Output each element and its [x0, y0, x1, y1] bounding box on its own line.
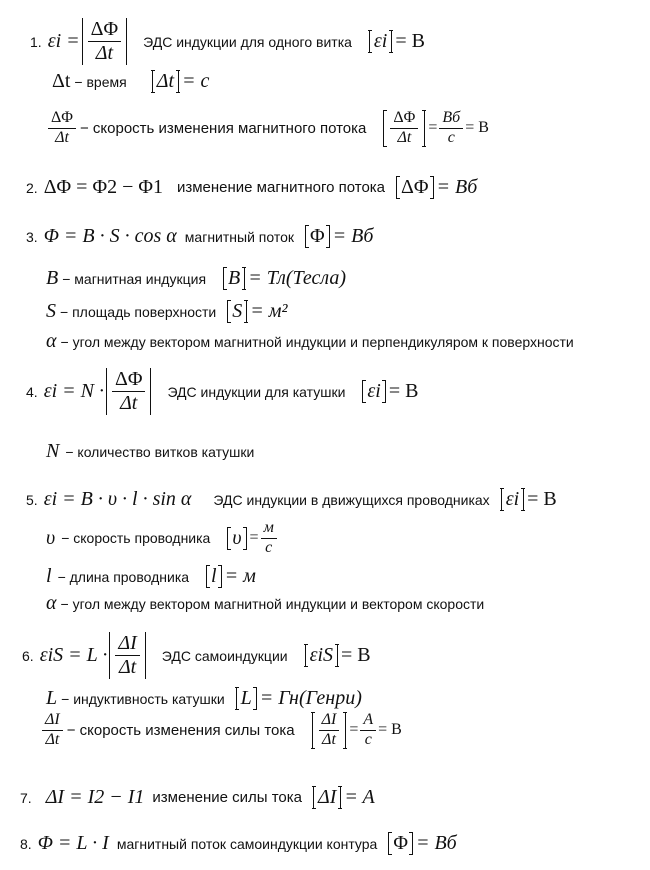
symbol-description: − время [74, 73, 127, 90]
formula-lhs: εi = [47, 30, 80, 52]
var-v: υ − скорость проводника υ = $\frac{м}{с}$ [46, 520, 279, 557]
var-alpha: α − угол между вектором магнитной индукции и перпендикуляром к поверхности [46, 330, 574, 352]
formula-description: магнитный поток [184, 228, 295, 245]
unit-bracket: $\frac{\Delta\Phi}{\Delta t}$ [383, 110, 425, 147]
unit-bracket: εi [362, 380, 385, 403]
frac-numerator: ΔΦ [88, 19, 121, 42]
unit-bracket: εiS [305, 644, 338, 667]
abs-value: $\frac{\Delta I}{\Delta t}$ [109, 632, 145, 679]
formula-description: изменение магнитного потока [176, 179, 386, 196]
formula: Φ = L · I [37, 832, 109, 854]
unit-bracket: l [206, 565, 222, 588]
unit-bracket: L [236, 687, 257, 710]
formula-description: ЭДС индукции для одного витка [143, 33, 352, 50]
formula-description: ЭДС индукции для катушки [167, 383, 346, 400]
formula-8: 8. Φ = L · I магнитный поток самоиндукции контура Φ = Вб [20, 832, 457, 854]
formula-description: изменение силы тока [152, 789, 302, 806]
unit-bracket: ΔΦ [396, 176, 433, 199]
fraction: $\frac{\Delta\Phi}{\Delta t}$ [48, 110, 76, 147]
unit-bracket: εi [369, 30, 392, 53]
unit-bracket: ΔI [313, 786, 341, 809]
formula-description: магнитный поток самоиндукции контура [116, 835, 378, 852]
var-N: N − количество витков катушки [46, 440, 255, 462]
formula-description: ЭДС индукции в движущихся проводниках [213, 491, 490, 508]
formula-7: 7. ΔI = I2 − I1 изменение силы тока ΔI = A [20, 786, 375, 808]
rate-description: − скорость изменения магнитного потока [79, 119, 367, 137]
rate-flux: $\frac{\Delta\Phi}{\Delta t}$ − скорость изменения магнитного потока $\frac{\Delta\Phi}{\Delta t}$ = $\frac{Вб}{с}$ = B [46, 110, 489, 147]
var-l: l − длина проводника l = м [46, 565, 256, 587]
formula-1 [30, 18, 425, 65]
unit-value: = c [182, 70, 210, 92]
formula: ΔI = I2 − I1 [45, 786, 145, 808]
frac-denominator: Δt [95, 42, 114, 64]
unit-value: = B [395, 30, 425, 52]
unit-bracket: Φ [305, 225, 330, 248]
unit-bracket: εi [501, 488, 524, 511]
unit-bracket: Φ [388, 832, 413, 855]
formula-5: 5. εi = B · υ · l · sin α ЭДС индукции в движущихся проводниках εi = B [26, 488, 557, 510]
fraction: $\frac{\Delta I}{\Delta t}$ [42, 712, 63, 749]
rate-current: $\frac{\Delta I}{\Delta t}$ − скорость изменения силы тока $\frac{\Delta I}{\Delta t}$ = $\frac{A}{c}$ = B [40, 712, 402, 749]
unit-value: = Вб [436, 176, 478, 198]
unit-bracket: $\frac{\Delta I}{\Delta t}$ [312, 712, 347, 749]
var-dt [52, 70, 209, 93]
formula-2: 2. ΔΦ = Φ2 − Φ1 изменение магнитного потока ΔΦ = Вб [26, 176, 478, 198]
symbol: Δt [52, 70, 71, 92]
var-L: L − индуктивность катушки L = Гн(Генри) [46, 687, 362, 709]
var-S: S − площадь поверхности S = м² [46, 300, 288, 322]
var-alpha-2: α − угол между вектором магнитной индукции и вектором скорости [46, 592, 485, 614]
unit-bracket: Δt [152, 70, 179, 93]
item-number: 1. [30, 33, 42, 50]
formula-4: 4. εi = N · $\frac{\Delta\Phi}{\Delta t}$ ЭДС индукции для катушки εi = B [26, 368, 419, 414]
formula-description: ЭДС самоиндукции [161, 647, 288, 664]
unit-bracket: S [227, 300, 247, 323]
abs-value: $\frac{\Delta\Phi}{\Delta t}$ [106, 368, 151, 415]
unit-value: = Вб [332, 225, 374, 247]
var-B: B − магнитная индукция B = Тл(Тесла) [46, 267, 347, 289]
formula: Φ = B · S · cos α [43, 225, 177, 247]
unit-bracket: υ [227, 527, 246, 550]
formula: ΔΦ = Φ2 − Φ1 [43, 176, 163, 198]
abs-value [82, 18, 127, 65]
formula: εi = B · υ · l · sin α [43, 488, 192, 510]
formula-3: 3. Φ = B · S · cos α магнитный поток Φ = Вб [26, 225, 374, 247]
formula-6: 6. εiS = L · $\frac{\Delta I}{\Delta t}$ ЭДС самоиндукции εiS = B [22, 632, 371, 678]
unit-bracket: B [223, 267, 245, 290]
